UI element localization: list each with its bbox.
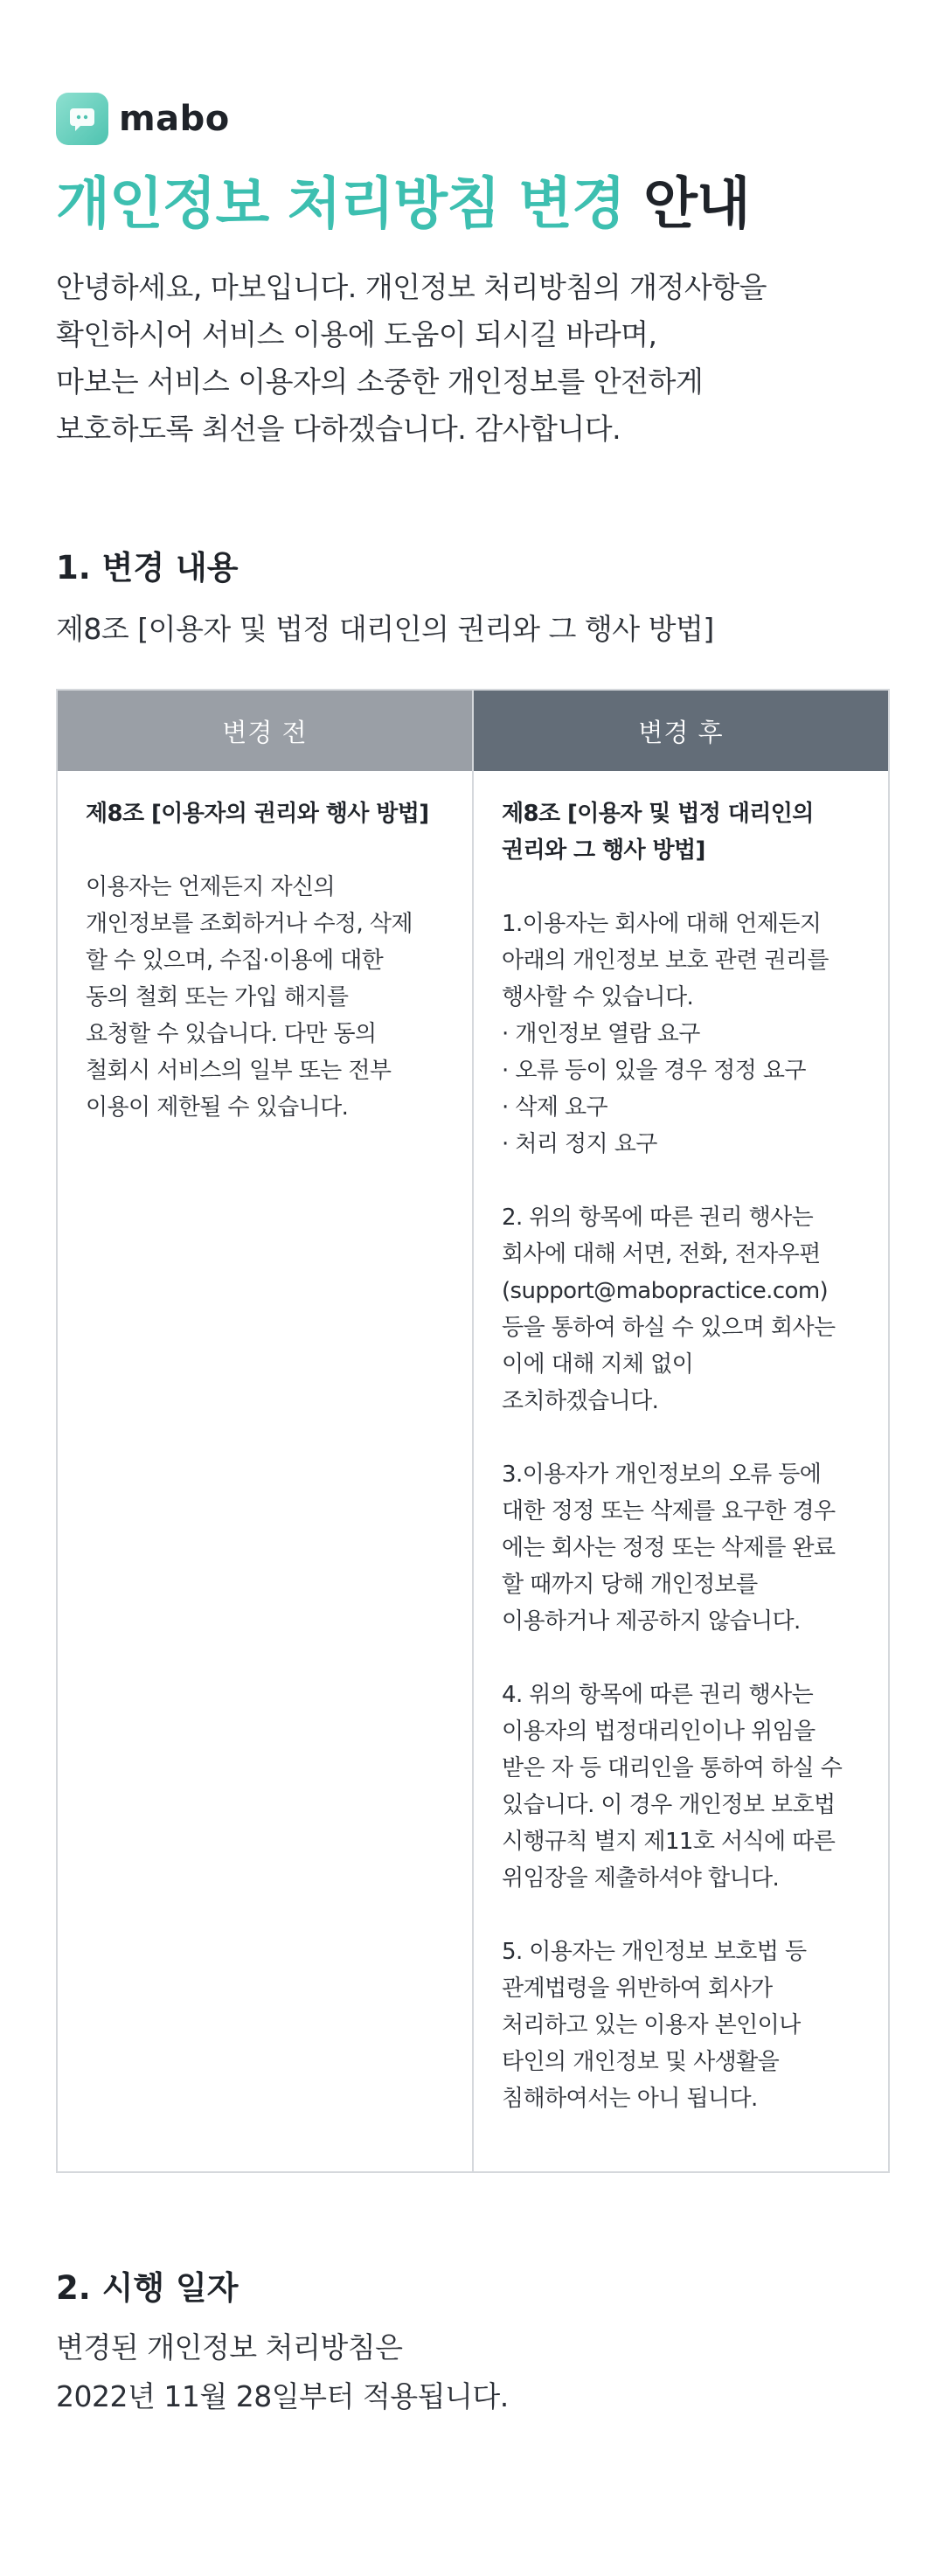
after-paragraph-1: 1.이용자는 회사에 대해 언제든지 아래의 개인정보 보호 관련 권리를 행사할 수 있습니다. · 개인정보 열람 요구 · 오류 등이 있을 경우 정정 요구 · 삭제 요구 · 처리 정지 요구: [502, 911, 829, 1157]
section-heading-effective-date: 2. 시행 일자: [56, 2269, 239, 2307]
brand-logo: [56, 91, 888, 147]
after-paragraph-3: 3.이용자가 개인정보의 오류 등에 대한 정정 또는 삭제를 요구한 경우 에는 회사는 정정 또는 삭제를 완료 할 때까지 당해 개인정보를 이용하거나 제공하지 않습니다.: [502, 1462, 836, 1635]
mabo-logo-icon: [56, 93, 108, 145]
after-clause-title: 제8조 [이용자 및 법정 대리인의 권리와 그 행사 방법]: [502, 801, 814, 864]
brand-name: mabo: [119, 99, 230, 139]
intro-line: 보호하도록 최선을 다하겠습니다. 감사합니다.: [56, 412, 621, 446]
before-clause-body: 이용자는 언제든지 자신의 개인정보를 조회하거나 수정, 삭제 할 수 있으며, 수집·이용에 대한 동의 철회 또는 가입 해지를 요청할 수 있습니다. 다만 동의 철회시 서비스의 일부 또는 전부 이용이 제한될 수 있습니다.: [86, 874, 413, 1121]
title-accent: 개인정보 처리방침 변경: [56, 172, 625, 237]
page-title: [56, 168, 888, 241]
comparison-table: [56, 689, 890, 2173]
after-paragraph-4: 4. 위의 항목에 따른 권리 행사는 이용자의 법정대리인이나 위임을 받은 자 등 대리인을 통하여 하실 수 있습니다. 이 경우 개인정보 보호법 시행규칙 별지 제11호 서식에 따른 위임장을 제출하셔야 합니다.: [502, 1682, 843, 1892]
effective-date-text: 변경된 개인정보 처리방침은 2022년 11월 28일부터 적용됩니다.: [56, 2330, 509, 2413]
intro-line: 확인하시어 서비스 이용에 도움이 되시길 바라며,: [56, 317, 657, 351]
title-rest: 안내: [643, 172, 750, 237]
table-header: [58, 691, 888, 771]
after-paragraph-5: 5. 이용자는 개인정보 보호법 등 관계법령을 위반하여 회사가 처리하고 있는 이용자 본인이나 타인의 개인정보 및 사생활을 침해하여서는 아니 됩니다.: [502, 1939, 807, 2112]
header-after: 변경 후: [472, 691, 888, 771]
intro-text: [56, 264, 888, 453]
before-clause-title: 제8조 [이용자의 권리와 행사 방법]: [86, 801, 429, 827]
after-column: [472, 771, 888, 2171]
section-heading-changes: 1. 변경 내용: [56, 549, 239, 587]
after-paragraph-2: 2. 위의 항목에 따른 권리 행사는 회사에 대해 서면, 전화, 전자우편 (support@mabopractice.com) 등을 통하여 하실 수 있으며 회사는 이에 대해 지체 없이 조치하겠습니다.: [502, 1205, 836, 1414]
header-before: 변경 전: [58, 691, 472, 771]
table-body: [58, 771, 888, 2171]
notice-page: [56, 91, 888, 2421]
intro-line: 안녕하세요, 마보입니다. 개인정보 처리방침의 개정사항을: [56, 270, 767, 304]
changes-subtitle: 제8조 [이용자 및 법정 대리인의 권리와 그 행사 방법]: [56, 612, 714, 646]
before-column: [58, 771, 472, 2171]
intro-line: 마보는 서비스 이용자의 소중한 개인정보를 안전하게: [56, 365, 704, 399]
